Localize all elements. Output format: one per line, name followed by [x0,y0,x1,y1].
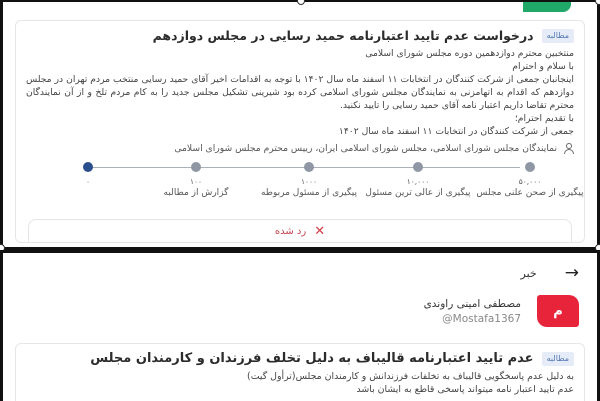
petition-card[interactable] [15,20,585,243]
petition-body-line: منتخبین محترم دوازدهمین دوره مجلس شورای اسلامی [365,48,574,59]
author-info [424,297,521,326]
petition-target-text: نمایندگان مجلس شورای اسلامی، مجلس شورای اسلامی ایران، رییس محترم مجلس شورای اسلامی [174,143,557,154]
timeline-node [254,162,364,199]
demand-body [26,370,574,396]
timeline-label: پیگیری از مسئول مربوطه [260,188,358,198]
petition-title-row [26,27,574,45]
timeline-dot-active [83,162,93,172]
avatar[interactable]: م [537,295,579,327]
demand-body-line: عدم تایید اعتبار نامه میتواند پاسخی قاطع به ایشان باشد [356,384,574,395]
timeline-label: گزارش از مطالبه [163,188,229,198]
timeline-value: ۵۰,۰۰۰ [518,177,542,186]
arrow-right-icon[interactable]: → [564,262,579,283]
demand-body-line: به دلیل عدم پاسخگویی قالیباف به تخلفات فرزندانش و کارمندان مجلس(ترأول گیت) [247,371,574,382]
petition-badge: مطالبه [542,29,574,43]
timeline-value: ۱۰۰ [189,177,203,186]
timeline-node [33,162,143,187]
author-row[interactable] [424,295,579,327]
timeline-value: ۱۰۰۰ [300,177,318,186]
status-rejected [28,219,572,243]
demand-card[interactable] [15,343,585,401]
news-header-title: خبر [520,266,537,280]
timeline-dot [525,162,535,172]
timeline-dot [413,162,423,172]
petition-body-line: اینجانبان جمعی از شرکت کنندگان در انتخابات ۱۱ اسفند ماه سال ۱۴۰۲ با توجه به اقدامات اخیر آقای حمید رسایی منتخب مردم تهران در مجلس دوازدهم که اقدام به اتهامزنی به نمایندگان مجلس شورای اسلامی کرده بود شیرینی تشکیل مجلس جدید را به کام مردم تلخ و از آن نمایندگان محترم تقاضا داریم اعتبار نامه آقای حمید رسایی را تایید نکنید. [26,74,574,111]
petition-body-line: جمعی از شرکت کنندگان در انتخابات ۱۱ اسفند ماه سال ۱۴۰۲ [338,126,574,137]
news-header [21,263,579,283]
resize-handle[interactable] [297,0,305,5]
status-label: رد شده [274,226,307,237]
demand-title: عدم تایید اعتبارنامه قالیباف به دلیل تخلف فرزندان و کارمندان مجلس [90,351,534,366]
petition-body-line: با سلام و احترام [512,61,574,72]
green-tab-indicator [523,2,571,12]
timeline-dot [304,162,314,172]
petition-target [26,143,574,154]
timeline-node [363,162,473,199]
demand-badge: مطالبه [542,352,574,366]
resize-handle[interactable] [595,0,600,5]
timeline-dot [191,162,201,172]
timeline-label: پیگیری از صحن علنی مجلس [476,188,584,198]
petition-body [26,47,574,138]
timeline-value: ۰ [85,177,91,186]
author-handle: @Mostafa1367 [442,312,521,325]
petition-title: درخواست عدم تایید اعتبارنامه حمید رسایی در مجلس دوازدهم [152,28,534,43]
news-screenshot [0,250,600,401]
demand-title-row [26,350,574,368]
timeline-label: پیگیری از عالی ترین مسئول [365,188,471,198]
author-name[interactable]: مصطفی امینی راوندی [423,297,521,310]
timeline-node [141,162,251,199]
petition-body-line: با تقدیم احترام؛ [514,113,574,124]
user-icon [563,143,574,154]
x-icon: ✕ [314,224,326,239]
timeline-node [475,162,585,199]
timeline-value: ۱۰,۰۰۰ [406,177,430,186]
